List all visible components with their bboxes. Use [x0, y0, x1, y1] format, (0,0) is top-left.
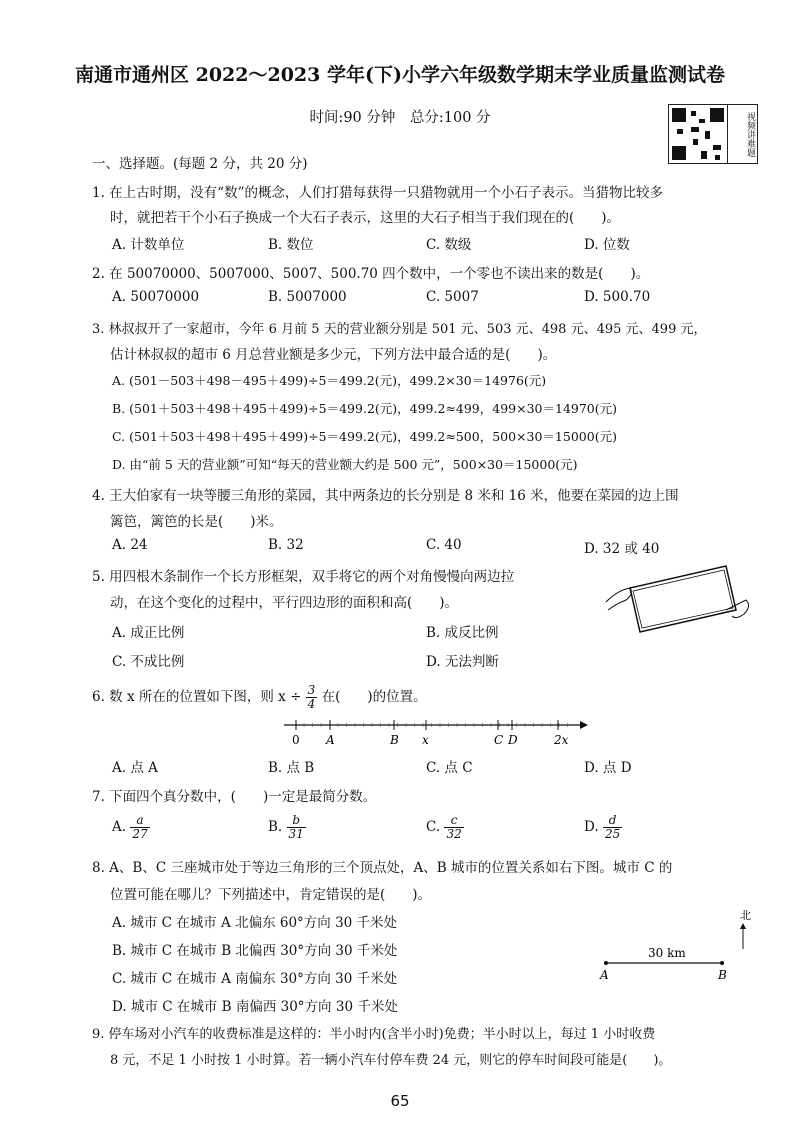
axis-label-6: 2x — [554, 733, 569, 747]
q6-text-pre: 6. 数 x 所在的位置如下图，则 x ÷ — [92, 689, 302, 705]
axis-label-4: C — [494, 733, 504, 747]
q7-option-c[interactable] — [426, 814, 464, 841]
q6-option-c[interactable]: C. 点 C — [426, 760, 473, 776]
q1-text-cont: 时，就把若干个小石子换成一个大石子表示，这里的大石子相当于我们现在的( )。 — [110, 210, 621, 226]
exam-info: 时间:90 分钟 总分:100 分 — [309, 110, 491, 126]
q7-option-b[interactable] — [268, 814, 306, 841]
qr-pattern-icon — [669, 105, 727, 163]
q1-option-c[interactable]: C. 数级 — [426, 237, 472, 253]
q5-option-b[interactable]: B. 成反比例 — [426, 625, 499, 641]
q4-option-d[interactable]: D. 32 或 40 — [584, 541, 660, 557]
q5-option-d[interactable]: D. 无法判断 — [426, 654, 499, 670]
q7-option-d-label: D. — [584, 819, 599, 835]
q3-text: 3. 林叔叔开了一家超市，今年 6 月前 5 天的营业额分别是 501 元、503 元、498 元、495 元、499 元， — [92, 322, 707, 337]
q3-text-cont: 估计林叔叔的超市 6 月总营业额是多少元，下列方法中最合适的是( )。 — [110, 347, 557, 363]
axis-label-0: 0 — [292, 733, 300, 747]
page-number: 65 — [390, 1092, 410, 1110]
q6-frac-numerator: 3 — [307, 683, 316, 697]
q7-c-denominator: 32 — [446, 827, 462, 841]
q8-option-d[interactable]: D. 城市 C 在城市 B 南偏西 30°方向 30 千米处 — [112, 999, 398, 1015]
q7-b-denominator: 31 — [288, 827, 304, 841]
q7-option-b-label: B. — [268, 819, 283, 835]
q3-option-a[interactable]: A. (501－503＋498－495＋499)÷5＝499.2(元)，499.2×30＝14976(元) — [112, 373, 547, 388]
q1-option-d[interactable]: D. 位数 — [584, 237, 630, 253]
axis-label-3: x — [422, 733, 429, 747]
q6-option-d[interactable]: D. 点 D — [584, 760, 632, 776]
q3-option-c[interactable]: C. (501＋503＋498＋495＋499)÷5＝499.2(元)，499.2≈500，500×30＝15000(元) — [112, 429, 617, 444]
q8-option-b[interactable]: B. 城市 C 在城市 B 北偏西 30°方向 30 千米处 — [112, 943, 398, 959]
north-label: 北 — [740, 909, 751, 922]
q6-option-a[interactable]: A. 点 A — [112, 760, 158, 776]
qr-label: 视频讲难题 — [727, 105, 757, 163]
q9-text-cont: 8 元，不足 1 小时按 1 小时算。若一辆小汽车付停车费 24 元，则它的停车时间段可能是( )。 — [110, 1053, 672, 1068]
q5-option-c[interactable]: C. 不成比例 — [112, 654, 185, 670]
q7-b-numerator: b — [287, 814, 306, 828]
page-title: 南通市通州区 2022～2023 学年(下)小学六年级数学期末学业质量监测试卷 — [75, 64, 725, 86]
q9-text: 9. 停车场对小汽车的收费标准是这样的：半小时内(含半小时)免费；半小时以上，每过 1 小时收费 — [92, 1027, 656, 1042]
q7-text: 7. 下面四个真分数中，( )一定是最简分数。 — [92, 789, 377, 805]
q6-frac-denominator: 4 — [307, 697, 316, 711]
q7-c-numerator: c — [444, 814, 463, 828]
q7-d-numerator: d — [603, 814, 622, 828]
city-figure — [590, 905, 760, 985]
q5-text-cont: 动，在这个变化的过程中，平行四边形的面积和高( )。 — [110, 595, 459, 611]
q4-option-b[interactable]: B. 32 — [268, 537, 304, 553]
q6-text — [92, 684, 427, 711]
label-b: B — [718, 968, 727, 982]
q2-option-d[interactable]: D. 500.70 — [584, 289, 651, 305]
q1-text: 1. 在上古时期，没有“数”的概念，人们打猎每获得一只猎物就用一个小石子表示。当猎物比较多 — [92, 185, 663, 201]
north-arrowhead-icon — [740, 923, 746, 929]
q4-text-cont: 篱笆，篱笆的长是( )米。 — [110, 514, 283, 530]
distance-label: 30 km — [648, 946, 686, 960]
q8-option-c[interactable]: C. 城市 C 在城市 A 南偏东 30°方向 30 千米处 — [112, 971, 398, 987]
axis-label-1: A — [326, 733, 335, 747]
q7-a-denominator: 27 — [132, 827, 148, 841]
q7-a-numerator: a — [130, 814, 149, 828]
q6-option-b[interactable]: B. 点 B — [268, 760, 315, 776]
frame-figure — [604, 560, 754, 642]
q4-option-c[interactable]: C. 40 — [426, 537, 462, 553]
q5-option-a[interactable]: A. 成正比例 — [112, 625, 185, 641]
point-b — [720, 961, 724, 965]
q3-option-b[interactable]: B. (501＋503＋498＋495＋499)÷5＝499.2(元)，499.2≈499，499×30＝14970(元) — [112, 401, 618, 416]
q1-option-a[interactable]: A. 计数单位 — [112, 237, 185, 253]
label-a: A — [600, 968, 609, 982]
axis-label-2: B — [390, 733, 399, 747]
q1-option-b[interactable]: B. 数位 — [268, 237, 314, 253]
axis-arrow-icon — [580, 721, 588, 729]
q3-option-d[interactable]: D. 由“前 5 天的营业额”可知“每天的营业额大约是 500 元”，500×30＝15000(元) — [112, 457, 578, 472]
q4-option-a[interactable]: A. 24 — [112, 537, 148, 553]
q8-text-cont: 位置可能在哪儿？下列描述中，肯定错误的是( )。 — [110, 887, 432, 903]
number-line — [280, 716, 590, 750]
q7-option-c-label: C. — [426, 819, 441, 835]
section-heading: 一、选择题。(每题 2 分，共 20 分) — [92, 156, 308, 172]
q4-text: 4. 王大伯家有一块等腰三角形的菜园，其中两条边的长分别是 8 米和 16 米，他要在菜园的边上围 — [92, 488, 679, 504]
q8-text: 8. A、B、C 三座城市处于等边三角形的三个顶点处，A、B 城市的位置关系如右下图。城市 C 的 — [92, 860, 673, 876]
q7-option-a-label: A. — [112, 819, 127, 835]
q2-option-a[interactable]: A. 50070000 — [112, 289, 200, 305]
q7-d-denominator: 25 — [604, 827, 621, 841]
q2-text: 2. 在 50070000、5007000、5007、500.70 四个数中，一个零也不读出来的数是( )。 — [92, 266, 650, 282]
point-a — [604, 961, 608, 965]
q8-option-a[interactable]: A. 城市 C 在城市 A 北偏东 60°方向 30 千米处 — [112, 915, 398, 931]
qr-code[interactable] — [668, 104, 758, 164]
q7-option-d[interactable] — [584, 814, 622, 841]
q7-option-a[interactable] — [112, 814, 150, 841]
q2-option-c[interactable]: C. 5007 — [426, 289, 479, 305]
axis-label-5: D — [508, 733, 518, 747]
q2-option-b[interactable]: B. 5007000 — [268, 289, 347, 305]
q5-text: 5. 用四根木条制作一个长方形框架，双手将它的两个对角慢慢向两边拉 — [92, 569, 515, 585]
q6-fraction — [306, 684, 318, 711]
q6-text-post: 在( )的位置。 — [321, 689, 427, 705]
